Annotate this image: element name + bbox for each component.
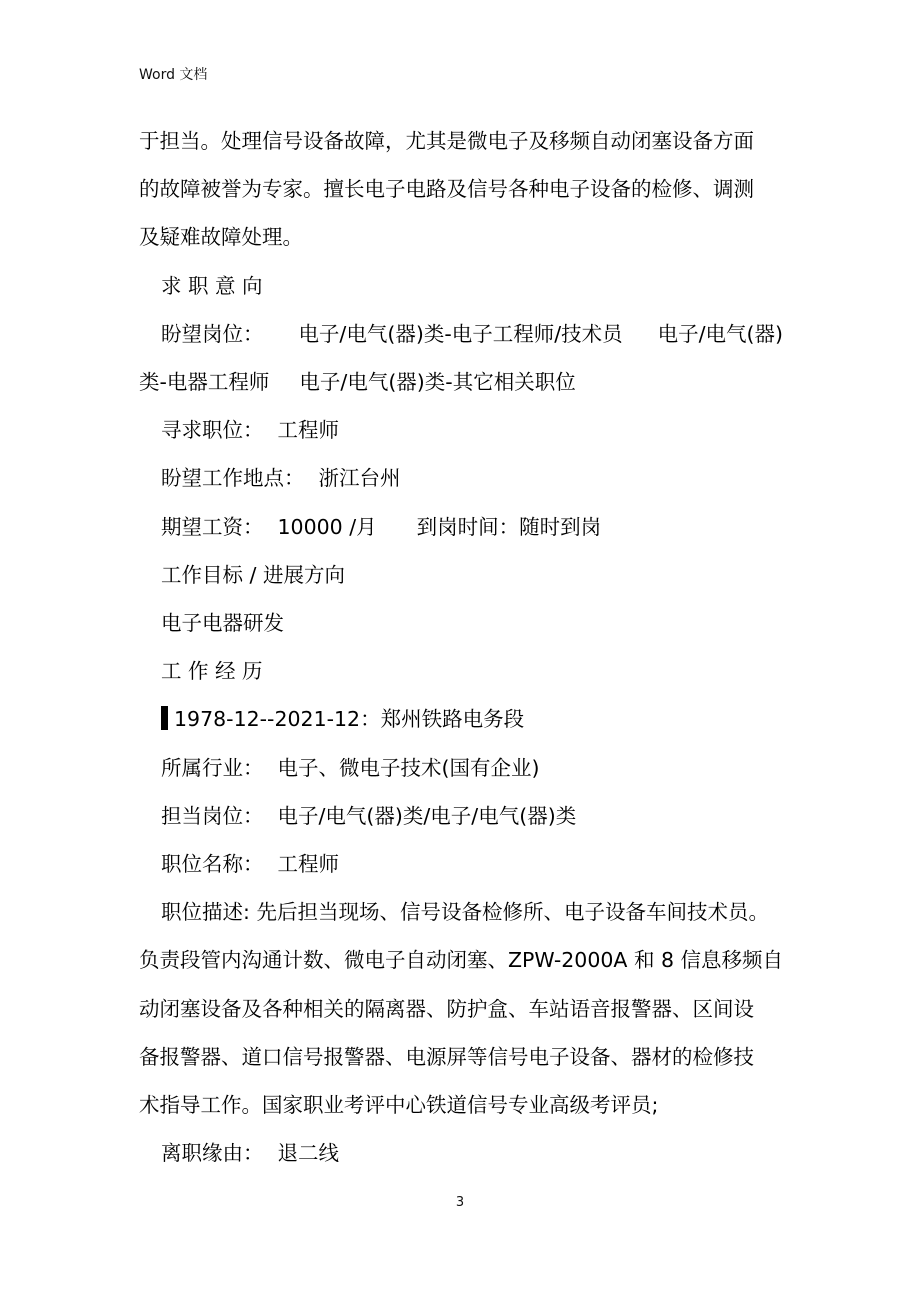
section-heading-intent: 求 职 意 向 (161, 273, 263, 298)
bullet-bar-icon (161, 706, 168, 730)
desired-location-line (139, 454, 783, 502)
job-description-line-1 (139, 888, 783, 936)
arrival-value: 随时到岗 (519, 514, 602, 539)
desired-positions-label: 盼望岗位： (161, 321, 264, 346)
experience-period-line (139, 695, 783, 743)
industry-label: 所属行业： (161, 755, 264, 780)
job-description-line-5: 术指导工作。国家职业考评中心铁道信号专业高级考评员; (139, 1093, 659, 1118)
industry-line (139, 744, 783, 792)
intro-line-2: 的故障被誉为专家。擅长电子电路及信号各种电子设备的检修、调测 (139, 177, 754, 202)
intro-line-1: 于担当。处理信号设备故障，尤其是微电子及移频自动闭塞设备方面 (139, 129, 754, 153)
post-label: 担当岗位： (161, 803, 264, 828)
desired-positions-line-2 (139, 358, 783, 406)
document-body (139, 117, 783, 1177)
leave-reason-line (139, 1129, 783, 1177)
salary-value: 10000 /月 (277, 514, 377, 539)
leave-reason-value: 退二线 (277, 1141, 339, 1166)
section-heading-experience: 工 作 经 历 (161, 659, 263, 684)
section-heading-goal: 工作目标 / 进展方向 (161, 562, 345, 587)
job-sought-value: 工程师 (277, 418, 339, 443)
experience-company: 郑州铁路电务段 (380, 707, 525, 732)
desired-positions-value-1: 电子/电气(器)类-电子工程师/技术员 (298, 321, 623, 346)
job-description-line-2: 负责段管内沟通计数、微电子自动闭塞、ZPW-2000A 和 8 信息移频自 (139, 948, 783, 973)
desired-location-label: 盼望工作地点： (161, 466, 305, 491)
document-header: Word 文档 (139, 67, 208, 83)
arrival-label: 到岗时间： (416, 514, 520, 539)
job-title-line (139, 840, 783, 888)
intro-line-3: 及疑难故障处理。 (139, 225, 303, 250)
job-description-text-1: 先后担当现场、信号设备检修所、电子设备车间技术员。 (256, 900, 769, 925)
job-description-label: 职位描述: (161, 900, 250, 925)
page-number: 3 (455, 1195, 465, 1210)
desired-location-value: 浙江台州 (318, 466, 401, 491)
job-sought-line (139, 406, 783, 454)
experience-period: 1978-12--2021-12： (174, 707, 381, 732)
post-value: 电子/电气(器)类/电子/电气(器)类 (277, 803, 577, 828)
leave-reason-label: 离职缘由： (161, 1141, 264, 1166)
job-sought-label: 寻求职位： (161, 418, 264, 443)
job-description-line-4: 备报警器、道口信号报警器、电源屏等信号电子设备、器材的检修技 (139, 1044, 754, 1069)
salary-line (139, 503, 783, 551)
industry-value: 电子、微电子技术(国有企业) (277, 755, 540, 780)
desired-positions-value-2: 电子/电气(器) (657, 321, 783, 346)
job-description-line-3: 动闭塞设备及各种相关的隔离器、防护盒、车站语音报警器、区间设 (139, 996, 754, 1021)
salary-label: 期望工资： (161, 514, 264, 539)
desired-positions-value-3: 类-电器工程师 (139, 370, 270, 395)
goal-value: 电子电器研发 (161, 611, 284, 636)
post-line (139, 792, 783, 840)
job-title-label: 职位名称： (161, 852, 264, 877)
job-title-value: 工程师 (277, 852, 339, 877)
desired-positions-line-1 (139, 310, 783, 358)
desired-positions-value-4: 电子/电气(器)类-其它相关职位 (299, 370, 576, 395)
